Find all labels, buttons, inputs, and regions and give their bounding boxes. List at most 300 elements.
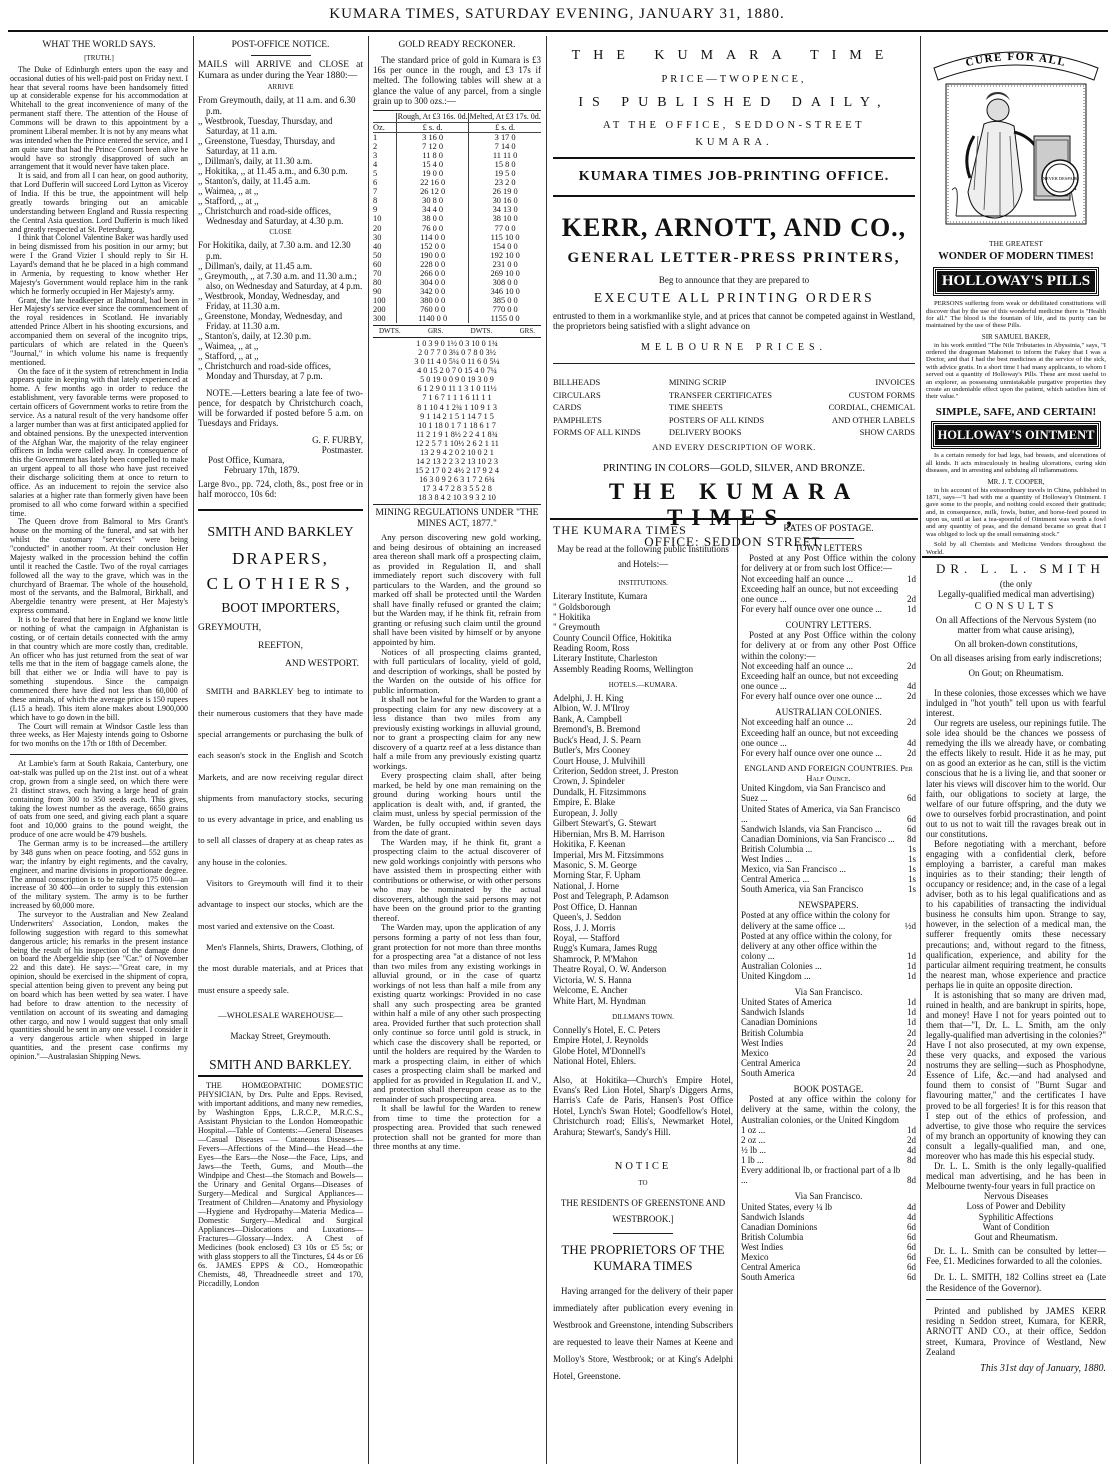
job-item: SHOW CARDS bbox=[859, 427, 915, 438]
rough-value: 3 16 0 bbox=[397, 132, 469, 142]
postage-rate-label: Mexico, via San Francisco ... bbox=[741, 863, 846, 874]
institution-item: Literary Institute, Charleston bbox=[553, 653, 658, 664]
dillmans-hotel-item: Connelly's Hotel, E. C. Peters bbox=[553, 1025, 661, 1036]
postage-rate-row bbox=[741, 1007, 916, 1017]
article-paragraph: The Court will remain at Windsor Castle less than three weeks, as Her Majesty intends going to Osborne for two months on the 17th or 18th of December. bbox=[10, 721, 188, 749]
postage-rate-value: 4d bbox=[907, 681, 916, 692]
melted-value: 30 16 0 bbox=[492, 196, 518, 206]
postage-rate-value: 4d bbox=[907, 1145, 916, 1156]
mail-close-item: ,, Greymouth, ,, at 7.30 a.m. and 11.30 a.m.; also, on Wednesday and Saturday, at 4 p.m. bbox=[198, 270, 363, 291]
oz-value: 8 bbox=[373, 196, 378, 206]
postage-rate-value: 1d bbox=[907, 1124, 916, 1135]
general-printers: GENERAL LETTER-PRESS PRINTERS, bbox=[567, 250, 901, 267]
postage-rate-value: 1d bbox=[907, 1007, 916, 1018]
sold-by: Sold by all Chemists and Medicine Vendors throughout the World. bbox=[926, 541, 1106, 556]
postage-rate-row bbox=[741, 1028, 916, 1038]
oz-value: 80 bbox=[373, 278, 382, 288]
mail-arrive-item: ,, Stafford, ,, at ,, bbox=[198, 196, 259, 207]
imprint: Printed and published by JAMES KERR residing n Seddon street, Kumara, for KERR, ARNOTT AND CO., at their office, Seddon street, Kumara, Province of Westland, New Zealand bbox=[926, 1305, 1106, 1357]
melted-value: 269 10 0 bbox=[490, 268, 520, 278]
hotel-item: Welcome, E. Ancher bbox=[553, 985, 628, 996]
ounce-row bbox=[373, 178, 541, 187]
rough-value: 26 12 0 bbox=[397, 187, 469, 196]
mail-arrive-item: ,, Christchurch and road-side offices, Wednesday and Saturday, at 4.30 p.m. bbox=[198, 206, 344, 227]
homeopathic-physician-ad: THE HOMŒOPATHIC DOMESTIC PHYSICIAN, by Drs. Pulte and Epps. Revised, with important additions, and many new remedies, by Washington Epps, L.R.C.P., M.R.C.S., Assistant Physician to the London Homœopathic Hospital.—Table of Contents:—General Diseases—Casual Diseases — Cutaneous Diseases—Fevers—Affections of the Mind—the Head—the Eyes—the Ears—the Nose—the Face, Lips, and Jaws—the Teeth, Gums, and Mouth—the Windpipe and Chest—the Stomach and Bowels—the Urinary and Genital Organs—Diseases of Surgery—Medical and Surgical Appliances—Treatment of Children—Anatomy and Physiology—Hygiene and Hydropathy—Materia Medica—Domestic Surgery—Medical and Surgical Appliances—Dislocations and Luxations—Fractures—Glossary—Index. A Chest of Medicines (book enclosed) £3 10s or £5 5s; or with glass stoppers to all the Tinctures, £4 4s or £6 6s. JAMES EPPS & CO., Homœopathic Chemists, 48, Threadneedle street and 170, Piccadilly, London bbox=[198, 1081, 363, 1288]
gold-reckoner-title: GOLD READY RECKONER. bbox=[398, 40, 516, 50]
postage-rate-value: 6d bbox=[907, 813, 916, 824]
postage-rate-row bbox=[741, 1125, 916, 1135]
rough-value: 22 16 0 bbox=[397, 178, 469, 187]
grs-header: GRS. bbox=[427, 327, 444, 336]
dr-smith-on-1: On all Affections of the Nervous System (no matter from what cause arising), bbox=[935, 614, 1097, 635]
divider bbox=[198, 1075, 363, 1077]
melted-value: 385 0 0 bbox=[492, 296, 518, 306]
ounce-row bbox=[373, 132, 541, 142]
mail-arrive-item: ,, Dillman's, daily, at 11.30 a.m. bbox=[198, 155, 313, 166]
postage-rate-row bbox=[741, 604, 916, 614]
oz-value: 20 bbox=[373, 223, 382, 233]
entrusted-text: entrusted to them in a workmanlike style, and at prices that cannot be competed against in Westland, the proprietors being satisfied with a slight advance on bbox=[553, 311, 915, 332]
postage-rate-value: 8d bbox=[907, 833, 916, 844]
job-item: FORMS OF ALL KINDS bbox=[553, 427, 641, 438]
column-post-office bbox=[198, 40, 363, 1460]
dr-smith-disease: Loss of Power and Debility bbox=[966, 1201, 1066, 1212]
cooper-quote: in his account of his extraordinary travels in China, published in 1871, says—"I had with me a quantity of Holloway's Ointment. I gave some to the people, and nothing could exceed their gratitude; and, in consequence, milk, fowls, butter, and horse-feed poured in upon us, until at last a tea-spoonful of Ointment was worth a fowl and any quantity of peas, and the demand became so great that I was obliged to lock up the small remaining stock." bbox=[926, 486, 1106, 538]
postage-rate-row bbox=[741, 1212, 916, 1222]
postage-rate-row bbox=[741, 1048, 916, 1058]
hotel-item: Imperial, Mrs M. Fitzsimmons bbox=[553, 849, 664, 860]
article-body bbox=[10, 66, 188, 749]
postage-rate-value: 4d bbox=[907, 737, 916, 748]
postage-rate-value: 6d bbox=[907, 1231, 916, 1242]
smith-barkley-town: AND WESTPORT. bbox=[284, 659, 359, 670]
dwt-row: 14 2 13 2 2 3 2 13 10 2 3 bbox=[416, 456, 498, 466]
postage-rate-label: Posted at any office within the colony for delivery at the same office ... bbox=[741, 910, 891, 931]
job-item: PAMPHLETS bbox=[553, 414, 602, 425]
dwt-row: 4 0 15 2 0 7 0 15 4 0 7¼ bbox=[417, 366, 497, 376]
australian-colonies-heading: AUSTRALIAN COLONIES. bbox=[775, 707, 882, 718]
postage-rate-value: 1s bbox=[907, 843, 916, 854]
article-paragraph: Grant, the late headkeeper at Balmoral, had been in Her Majesty's service ever since the commencement of the royal residences in Scotland. He invariably attended Prince Albert in his shooting excursions, and accompanied them on several of the incognito trips, particulars of which are related in the Queen's "Journal," in which volume his name is frequently mentioned. bbox=[10, 295, 188, 367]
article-title: WHAT THE WORLD SAYS. bbox=[42, 40, 156, 50]
mining-paragraph: The Warden may, upon the application of any persons forming a party of not less than four, grant protection for not more than three months for a prospecting area "at a distance of not less than two miles from any existing workings in alluvial ground, or in the case of quartz workings of not less than half a mile from any existing quartz workings: Provided in no case shall any such prospecting area be granted within half a mile of any other such prospecting area. Provided further that such protection shall only continue so force until gold is struck, in which case the discovery shall be reported, or until the holders are required by the Warden to mark a prospecting claim, in either of which cases a prospecting claim shall be marked and applied for as provided in Regulation II. and V., and protection shall thereupon cease as to the remainder of such prospecting area. bbox=[373, 922, 541, 1104]
holloways-pills-banner: HOLLOWAY'S PILLS bbox=[934, 268, 1098, 295]
smith-barkley-name: SMITH AND BARKLEY bbox=[207, 525, 354, 541]
ounce-row bbox=[373, 296, 541, 305]
hotel-item: Rugg's Kumara, James Rugg bbox=[553, 943, 658, 954]
dwt-row: 11 2 1 9 1 8½ 2 2 4 1 8¾ bbox=[416, 429, 498, 439]
postage-rate-label: United States of America, via San Francisco ... bbox=[741, 803, 901, 824]
institution-item: " Goldsborough bbox=[553, 601, 611, 612]
hotel-item: Queen's, J. Seddon bbox=[553, 912, 622, 923]
smith-barkley-town: REEFTON, bbox=[258, 641, 303, 652]
hotel-item: Bremond's, B. Bremond bbox=[553, 724, 641, 735]
notice-title: NOTICE bbox=[614, 1160, 672, 1172]
postage-rate-row bbox=[741, 1222, 916, 1232]
dwt-row: 16 3 0 9 2 6 3 1 7 2 6¾ bbox=[419, 474, 495, 484]
mail-close-item: ,, Christchurch and road-side offices, Monday and Thursday, at 7 p.m. bbox=[198, 361, 332, 382]
ounce-table bbox=[373, 113, 541, 323]
country-letters-rates bbox=[741, 661, 916, 701]
hotel-item: National, J. Horne bbox=[553, 880, 619, 891]
town-letters-heading: TOWN LETTERS bbox=[794, 542, 863, 553]
mail-arrive-item: From Greymouth, daily, at 11 a.m. and 6.30 p.m. bbox=[198, 95, 356, 116]
ounce-row bbox=[373, 269, 541, 278]
simple-safe-certain: SIMPLE, SAFE, AND CERTAIN! bbox=[935, 405, 1097, 418]
read-at-lead: May be read at the following public Institutions and Hotels:— bbox=[557, 543, 729, 569]
institution-item: Literary Institute, Kumara bbox=[553, 591, 648, 602]
postage-rate-label: West Indies ... bbox=[741, 853, 793, 864]
divider bbox=[251, 55, 311, 56]
melted-value: 1155 0 0 bbox=[490, 314, 520, 324]
hotel-item: Albion, W. J. M'Ilroy bbox=[553, 703, 630, 714]
dr-smith-fee: Dr. L. L. Smith can be consulted by letter—Fee, £1. Medicines forwarded to all the colonies. bbox=[926, 1245, 1106, 1267]
hotel-item: Empire, E. Blake bbox=[553, 797, 615, 808]
postage-rate-label: United Kingdom ... bbox=[741, 970, 811, 981]
hotel-item: Shamrock, P. M'Mahon bbox=[553, 953, 638, 964]
rough-value: 152 0 0 bbox=[397, 242, 469, 251]
mining-paragraph: It shall not be lawful for the Warden to grant a prospecting claim for any new discovery at a less distance than two miles from any previously existing workings in alluvial ground, nor to grant a prospecting claim for any new discovery of a quartz reef at a less distance than half a mile from any previously existing quartz workings. bbox=[373, 694, 541, 771]
holloways-ointment-banner: HOLLOWAY'S OINTMENT bbox=[932, 422, 1100, 448]
postage-rate-label: ½ lb ... bbox=[741, 1145, 767, 1156]
mining-regulations bbox=[373, 533, 541, 1152]
banner-ribbon bbox=[934, 51, 1098, 80]
mail-close-item: ,, Stafford, ,, at ,, bbox=[198, 351, 259, 362]
melted-value: 7 14 0 bbox=[494, 141, 516, 151]
oz-value: 2 bbox=[373, 141, 378, 151]
rough-value: 11 8 0 bbox=[397, 151, 469, 160]
oz-header: Oz. bbox=[373, 122, 385, 132]
ounce-row bbox=[373, 151, 541, 160]
melted-value: 154 0 0 bbox=[492, 241, 518, 251]
dwt-row: 3 0 11 4 0 5¼ 0 11 6 0 5¼ bbox=[414, 357, 500, 367]
job-item: DELIVERY BOOKS bbox=[668, 427, 742, 438]
postage-rate-row bbox=[741, 1135, 916, 1145]
ounce-row bbox=[373, 224, 541, 233]
book-postage-lead: Posted at any office within the colony for delivery at the same, within the colony, the Australian colonies, or the United Kingdom bbox=[741, 1094, 916, 1125]
smith-barkley-town: GREYMOUTH, bbox=[198, 623, 262, 634]
oz-value: 200 bbox=[373, 305, 386, 315]
read-at-title: THE KUMARA TIMES bbox=[553, 523, 687, 537]
oz-value: 300 bbox=[373, 314, 386, 324]
divider bbox=[10, 754, 188, 755]
hotel-item: Theatre Royal, O. W. Anderson bbox=[553, 964, 667, 975]
postage-rate-row bbox=[741, 1068, 916, 1078]
mail-arrive-item: ,, Greenstone, Tuesday, Thursday, and Saturday, at 11 a.m. bbox=[198, 135, 335, 156]
postage-rate-value: 2d bbox=[907, 717, 916, 728]
article-paragraph: I think that Colonel Valentine Baker was hardly used in being dismissed from his position in our army; but were I the Grand Vizier I should reply to Sir H. Layard's demand that he be placed in a high command in Armenia, by requesting to know whether Her Majesty's Government would replace him in the rank which he formerly occupied in Her Majesty's army. bbox=[10, 233, 188, 296]
postage-rate-label: West Indies bbox=[741, 1241, 784, 1252]
postage-rate-label: United States of America bbox=[741, 997, 832, 1008]
institution-item: County Council Office, Hokitika bbox=[553, 632, 672, 643]
oz-value: 70 bbox=[373, 268, 382, 278]
postage-rate-value: 1d bbox=[907, 603, 916, 614]
dillmans-hotel-item: Empire Hotel, J. Reynolds bbox=[553, 1035, 649, 1046]
postage-rate-row bbox=[741, 884, 916, 894]
postage-rate-label: Australian Colonies ... bbox=[741, 960, 822, 971]
dwt-row: 9 1 14 2 1 5 1 14 7 1 5 bbox=[420, 411, 494, 421]
postage-rate-label: Exceeding half an ounce, but not exceeding one ounce ... bbox=[741, 670, 899, 692]
postage-rate-row bbox=[741, 971, 916, 981]
postage-rate-value: 2d bbox=[907, 1057, 916, 1068]
oz-value: 7 bbox=[373, 187, 378, 197]
hotel-item: Bank, A. Campbell bbox=[553, 713, 622, 724]
rough-value: 266 0 0 bbox=[397, 269, 469, 278]
dillmans-list bbox=[553, 1025, 733, 1067]
postage-rate-label: Not exceeding half an ounce ... bbox=[741, 660, 853, 671]
mining-paragraph: The Warden may, if he think fit, grant a prospecting claim to the actual discoverer of new gold workings conjointly with persons who have assisted them in prospecting either with contributions or otherwise, or with other persons who may be nominated by the actual discoverers, although the said persons may not have been on the ground prior to the granting thereof. bbox=[373, 836, 541, 923]
baker-quote: in his work entitled "The Nile Tributaries in Abyssinia," says, "I ordered the dragoman Mahomet to inform the Fakey that I was a Doctor, and that I had the best medicines at the service of the sick, with advice gratis. In a short time I had many applicants, to whom I served out a quantity of Holloway's Pills. These are most useful to an explorer, as possessing unmistakable purgative properties they create an undeniable effect upon the patient, which satisfies him of their value." bbox=[926, 341, 1106, 401]
divider bbox=[926, 1299, 1106, 1300]
execute-orders: EXECUTE ALL PRINTING ORDERS bbox=[593, 289, 875, 305]
kumara-times-title: THE KUMARA TIMES, bbox=[608, 478, 860, 530]
article-paragraph: On the face of it the system of retrenchment in India appears quite in keeping with that lately experienced at home. A few months ago in order to reduce the establishment, very favorable terms were proposed to certain officers of Government works to retire from the service. As a natural result of the very handsome offer a larger number than was at first anticipated applied for and obtained pensions. By the unexpected intervention of the Afghan War, the majority of the relay engineer officers in India were called away. In consequence of this the Government has lately been compelled to make an urgent appeal to all those who have just received their discharge soliciting them at once to return to office. As an inducement to rejoin the service also salaries at a higher rate than formerly given have been promised to all who come forward within a specified time. bbox=[10, 366, 188, 518]
postage-rate-label: British Columbia bbox=[741, 1231, 804, 1242]
dwt-table-header bbox=[373, 328, 541, 336]
dr-smith-legally: Legally-qualified medical man advertising) bbox=[937, 589, 1095, 600]
seal-icon bbox=[1042, 160, 1078, 196]
divider bbox=[198, 509, 363, 511]
postage-rate-row bbox=[741, 910, 916, 930]
melted-value: 77 0 0 bbox=[494, 223, 516, 233]
via-sf-heading-2: Via San Francisco. bbox=[794, 1191, 863, 1202]
column-rule bbox=[368, 36, 369, 1464]
postage-rate-label: United States, every ¼ lb bbox=[741, 1201, 832, 1212]
postage-rate-label: 1 lb ... bbox=[741, 1155, 764, 1166]
melted-header: Melted, At £3 17s. 0d. bbox=[469, 112, 541, 122]
job-item-row bbox=[553, 401, 915, 414]
smith-barkley-body-2: Visitors to Greymouth will find it to their advantage to inspect our stocks, which are the most varied and extensive on the Coast. bbox=[198, 878, 363, 931]
rough-value: 34 4 0 bbox=[397, 205, 469, 214]
ounce-row bbox=[373, 169, 541, 178]
hotel-item: Crown, J. Spindeler bbox=[553, 776, 625, 787]
divider bbox=[553, 195, 915, 197]
postage-rate-value: 8d bbox=[907, 1155, 916, 1166]
hotel-item: White Hart, M. Hyndman bbox=[553, 995, 646, 1006]
postage-rate-row bbox=[741, 931, 916, 961]
article-paragraph: It is to be feared that here in England we know little or nothing of what the campaign in Afghanistan is costing, or of certain details connected with the army in that country which are more costly than, creditable. An officer who has just returned from the seat of war tells me that in the item of baggage camels alone, the bill that either we or India will have to pay is something stupendous. Since the campaign commenced there have died not less than 60,000 of these animals, of which the average price is 150 rupees (L15 a head). This item alone makes about L900,000 which have to go down in the bill. bbox=[10, 615, 188, 722]
postage-rate-label: Canadian Dominions bbox=[741, 1221, 818, 1232]
postage-rate-row bbox=[741, 1272, 916, 1282]
postage-rate-value: 1d bbox=[907, 960, 916, 971]
arrive-label: ARRIVE bbox=[267, 83, 294, 92]
arrive-list bbox=[198, 95, 363, 226]
kt-title: THE KUMARA TIME bbox=[571, 48, 897, 63]
melted-value: 192 10 0 bbox=[490, 250, 520, 260]
oz-value: 4 bbox=[373, 160, 378, 170]
office-seddon: OFFICE: SEDDON STREET. bbox=[644, 533, 824, 549]
dr-smith-disease: Gout and Rheumatism. bbox=[974, 1232, 1058, 1243]
postage-rate-row bbox=[741, 1145, 916, 1155]
ounce-row bbox=[373, 305, 541, 314]
postage-rate-row bbox=[741, 874, 916, 884]
postage-rate-label: Not exceeding half an ounce ... bbox=[741, 717, 853, 728]
mail-arrive-item: ,, Westbrook, Tuesday, Thursday, and Saturday, at 11 a.m. bbox=[198, 115, 333, 136]
postage-rate-value: 2d bbox=[907, 1027, 916, 1038]
oz-value: 1 bbox=[373, 132, 378, 142]
institutions-heading: INSTITUTIONS. bbox=[618, 579, 668, 588]
job-item-row bbox=[553, 414, 915, 427]
postage-rate-label: British Columbia ... bbox=[741, 843, 813, 854]
job-item: AND OTHER LABELS bbox=[831, 414, 915, 425]
dr-smith-paragraph: Before negotiating with a merchant, before engaging with a confidential clerk, before employing a barrister, a careful man makes inquiries as to their standing; their length of occupancy or residence; and, in the case of a legal adviser, both as to his legal qualifications and as to his capabilities of transacting the individual business he consults him upon. Strange to say, however, in the selection of a medical man, the sufferer frequently omits these necessary precautions; and, without regard to the fitness, qualification, experience, and ability for the particular ailment requiring treatment, he consults the nearest man, whose experience and practice perhaps lie in quite an opposite direction. bbox=[926, 838, 1106, 990]
postage-rate-value: 6d bbox=[907, 1272, 916, 1283]
rough-value: 380 0 0 bbox=[397, 296, 469, 305]
newspapers-heading: NEWSPAPERS. bbox=[798, 900, 859, 911]
holloway-advert bbox=[926, 40, 1106, 556]
dr-smith-advert bbox=[926, 562, 1106, 1462]
melted-value: 346 10 0 bbox=[490, 287, 520, 297]
holloway-illustration bbox=[926, 40, 1106, 235]
hotel-item: Criterion, Seddon street, J. Preston bbox=[553, 766, 679, 777]
postmaster-title: Postmaster. bbox=[321, 444, 363, 455]
close-list bbox=[198, 240, 363, 381]
oz-value: 100 bbox=[373, 296, 386, 306]
dwt-row: 15 2 17 0 2 4½ 2 17 9 2 4 bbox=[415, 465, 499, 475]
job-item: MINING SCRIP bbox=[668, 377, 727, 387]
postage-rate-value: 1d bbox=[907, 1017, 916, 1028]
oz-value: 9 bbox=[373, 205, 378, 215]
mail-close-item: ,, Westbrook, Monday, Wednesday, and Friday, at 11.30 a.m. bbox=[198, 290, 340, 311]
postage-rate-label: For every half ounce over one ounce ... bbox=[741, 691, 882, 702]
via-sf-rates bbox=[741, 997, 916, 1078]
postage-rate-label: For every half ounce over one ounce ... bbox=[741, 603, 882, 614]
every-additional-label: Every additional lb, or fractional part of a lb ... bbox=[741, 1165, 901, 1186]
column-rule bbox=[737, 520, 738, 1464]
rough-value: 19 0 0 bbox=[397, 169, 469, 178]
postage-rate-row bbox=[741, 584, 916, 604]
postage-rate-label: 2 oz ... bbox=[741, 1134, 766, 1145]
kt-office: AT THE OFFICE, SEDDON-STREET bbox=[602, 119, 866, 131]
article-paragraph: At Lambie's farm at South Rakaia, Canterbury, one oat-stalk was pulled up on the 21st inst. out of a wheat crop, grown from a single seed, on which there were 21 distinct straws, each having a large head of grain containing from 300 to 350 seeds each. This gives, taking the lowest number as the average, 6650 grains of oats from one seed, and giving each plant a square foot and 10,000 grains to the pound weight, the produce of one acre would be 479 bushels. bbox=[10, 759, 188, 840]
rough-value: 76 0 0 bbox=[397, 224, 469, 233]
ointment-body: Is a certain remedy for bad legs, bad breasts, and ulcerations of all kinds. It acts miraculously in healing ulcerations, curing skin diseases, and in arresting and subduing all inflammations. bbox=[926, 452, 1106, 475]
postage-rate-value: 2d bbox=[907, 593, 916, 604]
divider bbox=[553, 157, 915, 159]
dillmans-hotel-item: Globe Hotel, M'Donnell's bbox=[553, 1045, 646, 1056]
postage-rate-value: 6d bbox=[907, 1262, 916, 1273]
oz-value: 5 bbox=[373, 169, 378, 179]
rough-value: 304 0 0 bbox=[397, 278, 469, 287]
rough-lsd-header: £ s. d. bbox=[397, 122, 469, 132]
postage-rate-value: 2d bbox=[907, 691, 916, 702]
column-rates-of-postage bbox=[741, 524, 916, 1464]
smith-barkley-warehouse: —WHOLESALE WAREHOUSE— bbox=[218, 1009, 343, 1020]
seal-text: NEVER DESPAIR bbox=[1042, 176, 1078, 181]
melted-value: 26 19 0 bbox=[492, 187, 518, 197]
postage-rate-row bbox=[741, 691, 916, 701]
dr-smith-on-4: On Gout; on Rheumatism. bbox=[968, 667, 1064, 678]
postage-rate-value: 6d bbox=[907, 1221, 916, 1232]
postage-rate-value: 6d bbox=[907, 823, 916, 834]
country-letters-heading: COUNTRY LETTERS. bbox=[785, 619, 872, 630]
hotel-item: European, J. Jolly bbox=[553, 807, 618, 818]
ounce-row bbox=[373, 142, 541, 151]
postage-rate-row bbox=[741, 1252, 916, 1262]
hotel-item: Butler's, Mrs Cooney bbox=[553, 745, 630, 756]
dwt-row: 7 1 6 7 1 1 1 6 11 1 1 bbox=[422, 393, 492, 403]
ounce-row bbox=[373, 233, 541, 242]
ounce-row bbox=[373, 205, 541, 214]
divider bbox=[553, 363, 915, 364]
also-at-hokitika: Also, at Hokitika—Church's Empire Hotel, Evans's Red Lion Hotel, Sharp's Diggers Arms, Harris's Cafe de Paris, Hansen's Post Office Hotel, Lynch's Swan Hotel; Goodfellow's Hotel, Christchurch road; Ellis's, Newmarket Hotel, Arahura; Stewart's, Sandy's Hill. bbox=[553, 1074, 733, 1137]
imprint-date: This 31st day of January, 1880. bbox=[980, 1363, 1106, 1375]
rough-value: 15 4 0 bbox=[397, 160, 469, 169]
dr-smith-consults: CONSULTS bbox=[974, 601, 1058, 613]
hotels-list bbox=[553, 693, 733, 1006]
dr-smith-diseases bbox=[926, 1191, 1106, 1243]
job-printing-title: KUMARA TIMES JOB-PRINTING OFFICE. bbox=[578, 168, 890, 184]
hotel-item: Dundalk, H. Fitzsimmons bbox=[553, 786, 647, 797]
postage-rate-label: Central America ... bbox=[741, 874, 810, 885]
postage-rate-row bbox=[741, 748, 916, 758]
the-greatest: THE GREATEST bbox=[989, 238, 1043, 248]
notice-residents: THE RESIDENTS OF GREENSTONE AND WESTBROOK.] bbox=[560, 1197, 726, 1224]
mail-arrive-item: ,, Stanton's, daily, at 11.45 a.m. bbox=[198, 176, 311, 187]
divider bbox=[373, 325, 541, 326]
dwt-row: 1 0 3 9 0 1½ 0 3 10 0 1¾ bbox=[416, 339, 498, 349]
oz-value: 90 bbox=[373, 287, 382, 297]
postage-rate-value: 2d bbox=[907, 660, 916, 671]
divider bbox=[550, 518, 918, 520]
every-additional-value: 8d bbox=[907, 1175, 916, 1186]
divider bbox=[373, 110, 541, 111]
postage-rate-value: 2d bbox=[907, 1037, 916, 1048]
masthead: KUMARA TIMES, SATURDAY EVENING, JANUARY 31, 1880. bbox=[329, 6, 785, 22]
postage-rate-value: 1d bbox=[907, 970, 916, 981]
hotel-item: Masonic, S. M. George bbox=[553, 859, 637, 870]
institution-item: " Greymouth bbox=[553, 622, 600, 633]
dillmans-heading: DILLMAN'S TOWN. bbox=[612, 1013, 674, 1022]
postage-rate-label: Exceeding half an ounce, but not exceeding one ounce ... bbox=[741, 583, 899, 604]
mail-close-item: ,, Dillman's, daily, at 11.45 a.m. bbox=[198, 260, 313, 271]
job-item-row bbox=[553, 426, 915, 439]
institution-item: Assembly Reading Rooms, Wellington bbox=[553, 663, 694, 674]
ounce-row bbox=[373, 242, 541, 251]
every-description: AND EVERY DESCRIPTION OF WORK. bbox=[652, 441, 816, 452]
mail-arrive-item: ,, Hokitika, ,, at 11.45 a.m., and 6.30 p.m. bbox=[198, 166, 348, 176]
postage-rate-label: 1 oz ... bbox=[741, 1124, 766, 1135]
rough-value: 38 0 0 bbox=[397, 214, 469, 223]
postage-rate-row bbox=[741, 824, 916, 834]
baker-heading: SIR SAMUEL BAKER, bbox=[981, 332, 1051, 341]
job-item: CARDS bbox=[553, 402, 582, 413]
postage-rate-row bbox=[741, 717, 916, 727]
postage-rate-value: 2d bbox=[907, 1047, 916, 1058]
job-item: POSTERS OF ALL KINDS bbox=[668, 414, 765, 425]
postage-rate-value: 2d bbox=[907, 1067, 916, 1078]
melted-value: 231 0 0 bbox=[492, 259, 518, 269]
dillmans-hotel-item: National Hotel, Ehlers. bbox=[553, 1056, 636, 1067]
divider bbox=[922, 556, 1108, 558]
job-item: CUSTOM FORMS bbox=[848, 389, 915, 400]
postage-rate-label: South America, via San Francisco bbox=[741, 884, 864, 895]
dr-smith-on-3: On all diseases arising from early indiscretions; bbox=[930, 653, 1102, 664]
job-item-row bbox=[553, 389, 915, 402]
banner-text: CURE FOR ALL bbox=[964, 50, 1068, 70]
postage-rate-row bbox=[741, 783, 916, 803]
dr-smith-paragraph: In these colonies, those excesses which we have indulged in "hot youth" tell upon us with fearful interest. bbox=[926, 687, 1106, 719]
via-sf-book-rates bbox=[741, 1202, 916, 1283]
postage-rate-value: 2d bbox=[907, 747, 916, 758]
postage-rate-row bbox=[741, 1232, 916, 1242]
hotel-item: Post Office, D. Hannan bbox=[553, 901, 638, 912]
postage-rate-value: 4d bbox=[907, 1211, 916, 1222]
dr-smith-address: Dr. L. L. SMITH, 182 Collins street ea (Late the Residence of the Governor). bbox=[926, 1272, 1106, 1293]
smith-barkley-street: Mackay Street, Greymouth. bbox=[230, 1030, 331, 1041]
oz-value: 30 bbox=[373, 232, 382, 242]
postage-rate-row bbox=[741, 1038, 916, 1048]
